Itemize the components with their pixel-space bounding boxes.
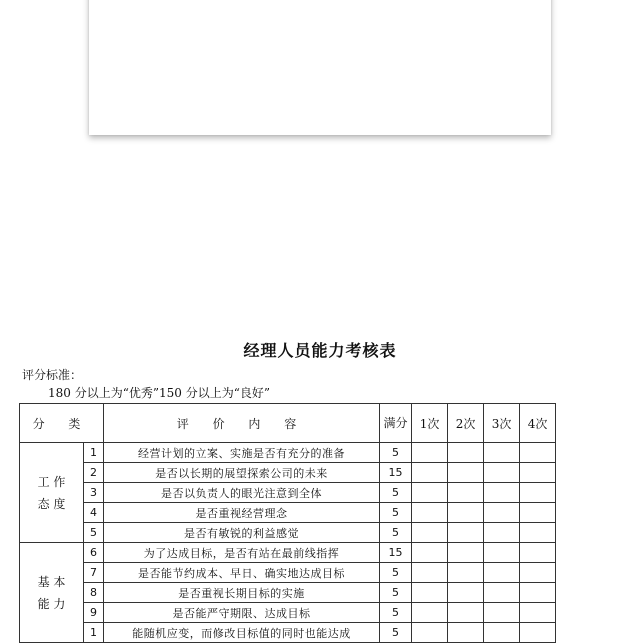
category-cell: [20, 543, 84, 643]
score-cell[interactable]: [448, 483, 484, 503]
score-cell[interactable]: [412, 583, 448, 603]
row-content: 是否以负责人的眼光注意到全体: [104, 483, 380, 503]
row-number: 8: [84, 583, 104, 603]
score-cell[interactable]: [448, 563, 484, 583]
score-cell[interactable]: [412, 463, 448, 483]
row-number: 6: [84, 543, 104, 563]
score-cell[interactable]: [448, 463, 484, 483]
table-row: [20, 563, 556, 583]
score-cell[interactable]: [448, 443, 484, 463]
score-cell[interactable]: [412, 543, 448, 563]
score-cell[interactable]: [484, 483, 520, 503]
score-cell[interactable]: [520, 503, 556, 523]
row-content: 是否以长期的展望探索公司的未来: [104, 463, 380, 483]
row-content: 是否重视经营理念: [104, 503, 380, 523]
score-cell[interactable]: [520, 483, 556, 503]
score-cell[interactable]: [484, 603, 520, 623]
category-label: 工 作: [37, 474, 66, 489]
row-full-marks: 5: [380, 483, 412, 503]
form-title: 经理人员能力考核表: [243, 341, 397, 360]
table-row: [20, 583, 556, 603]
score-cell[interactable]: [412, 483, 448, 503]
score-cell[interactable]: [412, 523, 448, 543]
row-content: 为了达成目标，是否有站在最前线指挥: [104, 543, 380, 563]
criteria-text: 180 分以上为“优秀”150 分以上为“良好”: [48, 386, 270, 400]
category-label: 能 力: [37, 596, 66, 611]
row-full-marks: 5: [380, 443, 412, 463]
score-cell[interactable]: [520, 523, 556, 543]
row-number: 4: [84, 503, 104, 523]
row-full-marks: 5: [380, 603, 412, 623]
score-cell[interactable]: [412, 443, 448, 463]
score-cell[interactable]: [448, 503, 484, 523]
header-round-3: 3次: [484, 404, 520, 443]
row-full-marks: 5: [380, 563, 412, 583]
score-cell[interactable]: [520, 603, 556, 623]
score-cell[interactable]: [448, 603, 484, 623]
row-content: 是否能严守期限、达成目标: [104, 603, 380, 623]
score-cell[interactable]: [448, 523, 484, 543]
category-cell: [20, 443, 84, 543]
row-content: 经营计划的立案、实施是否有充分的准备: [104, 443, 380, 463]
score-cell[interactable]: [412, 503, 448, 523]
row-number: 3: [84, 483, 104, 503]
score-cell[interactable]: [448, 543, 484, 563]
criteria-label: 评分标准：: [22, 368, 83, 382]
row-content: 能随机应变，而修改目标值的同时也能达成: [104, 623, 380, 643]
header-round-2: 2次: [448, 404, 484, 443]
row-full-marks: 15: [380, 463, 412, 483]
table-row: [20, 443, 556, 463]
header-round-1: 1次: [412, 404, 448, 443]
row-number: 9: [84, 603, 104, 623]
table-row: [20, 463, 556, 483]
row-content: 是否有敏锐的利益感觉: [104, 523, 380, 543]
header-round-4: 4次: [520, 404, 556, 443]
score-cell[interactable]: [520, 583, 556, 603]
row-full-marks: 5: [380, 523, 412, 543]
score-cell[interactable]: [520, 443, 556, 463]
score-cell[interactable]: [520, 463, 556, 483]
score-cell[interactable]: [484, 523, 520, 543]
score-cell[interactable]: [412, 563, 448, 583]
score-cell[interactable]: [484, 463, 520, 483]
table-header-row: [20, 404, 556, 443]
score-cell[interactable]: [484, 543, 520, 563]
row-full-marks: 5: [380, 583, 412, 603]
row-full-marks: 5: [380, 623, 412, 643]
header-content: 评 价 内 容: [104, 404, 380, 443]
table-row: [20, 503, 556, 523]
score-cell[interactable]: [484, 583, 520, 603]
score-cell[interactable]: [448, 583, 484, 603]
row-number: 5: [84, 523, 104, 543]
header-full-marks: 满分: [380, 404, 412, 443]
score-cell[interactable]: [484, 563, 520, 583]
row-full-marks: 5: [380, 503, 412, 523]
score-cell[interactable]: [520, 563, 556, 583]
row-number: 1: [84, 443, 104, 463]
row-number: 2: [84, 463, 104, 483]
row-content: 是否重视长期目标的实施: [104, 583, 380, 603]
score-cell[interactable]: [484, 503, 520, 523]
score-cell[interactable]: [412, 603, 448, 623]
row-content: 是否能节约成本、早日、确实地达成目标: [104, 563, 380, 583]
document-preview-page: [89, 0, 551, 135]
table-row: [20, 543, 556, 563]
score-cell[interactable]: [484, 443, 520, 463]
category-label: 态 度: [37, 496, 66, 511]
table-row: [20, 483, 556, 503]
category-label: 基 本: [37, 574, 66, 589]
table-row: [20, 603, 556, 623]
score-cell[interactable]: [520, 543, 556, 563]
table-row: [20, 523, 556, 543]
header-category: 分 类: [20, 404, 104, 443]
row-number: 1: [84, 623, 104, 643]
row-full-marks: 15: [380, 543, 412, 563]
evaluation-table: [19, 403, 556, 643]
row-number: 7: [84, 563, 104, 583]
